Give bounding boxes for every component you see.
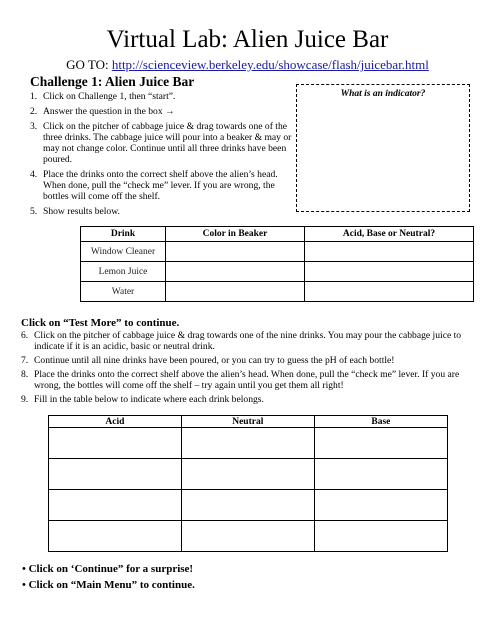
challenge1-steps xyxy=(30,91,292,221)
answer-cell[interactable] xyxy=(166,242,305,262)
answer-cell[interactable] xyxy=(181,490,314,521)
goto-label: GO TO: xyxy=(66,57,112,72)
table-row xyxy=(81,242,474,262)
table-row xyxy=(49,490,448,521)
step-item: 4. Place the drinks onto the correct shelf above the alien’s head. When done, pull the “check me” lever. If you are wrong, the bottles will come off the shelf. xyxy=(30,169,278,202)
list-item: • Click on “Main Menu” to continue. xyxy=(22,579,195,591)
page-title: Virtual Lab: Alien Juice Bar xyxy=(106,26,389,53)
classification-table xyxy=(48,415,448,552)
answer-cell[interactable] xyxy=(181,428,314,459)
step-item: 6. Click on the pitcher of cabbage juice & drag towards one of the nine drinks. You may pour the cabbage juice to indicate if it is an acidic, basic or neutral drink. xyxy=(21,330,462,352)
table-header: Neutral xyxy=(181,416,314,428)
final-steps xyxy=(22,561,195,593)
indicator-answer-box[interactable] xyxy=(296,84,470,212)
table-header: Color in Beaker xyxy=(166,227,305,242)
answer-cell[interactable] xyxy=(314,428,447,459)
answer-cell[interactable] xyxy=(181,459,314,490)
table-header: Acid xyxy=(49,416,182,428)
test-more-heading: Click on “Test More” to continue. xyxy=(21,317,180,329)
table-header: Drink xyxy=(81,227,166,242)
indicator-question: What is an indicator? xyxy=(340,89,426,99)
answer-cell[interactable] xyxy=(314,521,447,552)
answer-cell[interactable] xyxy=(166,282,305,302)
answer-cell[interactable] xyxy=(49,459,182,490)
table-row xyxy=(49,428,448,459)
step-item: 7. Continue until all nine drinks have been poured, or you can try to guess the pH of each bottle! xyxy=(21,355,395,366)
goto-line xyxy=(0,57,495,73)
answer-cell[interactable] xyxy=(166,262,305,282)
step-item: 9. Fill in the table below to indicate where each drink belongs. xyxy=(21,394,264,405)
answer-cell[interactable] xyxy=(49,428,182,459)
table-row xyxy=(49,521,448,552)
drink-label: Window Cleaner xyxy=(81,242,166,262)
answer-cell[interactable] xyxy=(181,521,314,552)
step-item: 1. Click on Challenge 1, then “start”. xyxy=(30,91,176,102)
answer-cell[interactable] xyxy=(305,242,474,262)
table-header: Acid, Base or Neutral? xyxy=(305,227,474,242)
list-item: • Click on ‘Continue” for a surprise! xyxy=(22,563,194,575)
answer-cell[interactable] xyxy=(49,490,182,521)
drink-label: Lemon Juice xyxy=(81,262,166,282)
drink-label: Water xyxy=(81,282,166,302)
table-header: Base xyxy=(314,416,447,428)
table-row xyxy=(49,459,448,490)
step-item: 3. Click on the pitcher of cabbage juice & drag towards one of the three drinks. The cabbage juice will pour into a beaker & may or may not change color. Continue until all three drinks have been poured. xyxy=(30,121,292,165)
answer-cell[interactable] xyxy=(314,490,447,521)
answer-cell[interactable] xyxy=(314,459,447,490)
step-item: 5. Show results below. xyxy=(30,206,120,217)
test-more-steps xyxy=(21,330,481,408)
juicebar-link[interactable]: http://scienceview.berkeley.edu/showcase/flash/juicebar.html xyxy=(111,57,429,72)
answer-cell[interactable] xyxy=(305,282,474,302)
step-item: 2. Answer the question in the box → xyxy=(30,106,175,117)
answer-cell[interactable] xyxy=(305,262,474,282)
table-row xyxy=(81,262,474,282)
table-row xyxy=(81,282,474,302)
results-table xyxy=(80,226,474,302)
step-item: 8. Place the drinks onto the correct shelf above the alien’s head. When done, pull the “check me” lever. If you are wrong, the bottles will come off the shelf – try again until you get them all right! xyxy=(21,369,460,391)
answer-cell[interactable] xyxy=(49,521,182,552)
challenge1-heading: Challenge 1: Alien Juice Bar xyxy=(30,74,195,89)
